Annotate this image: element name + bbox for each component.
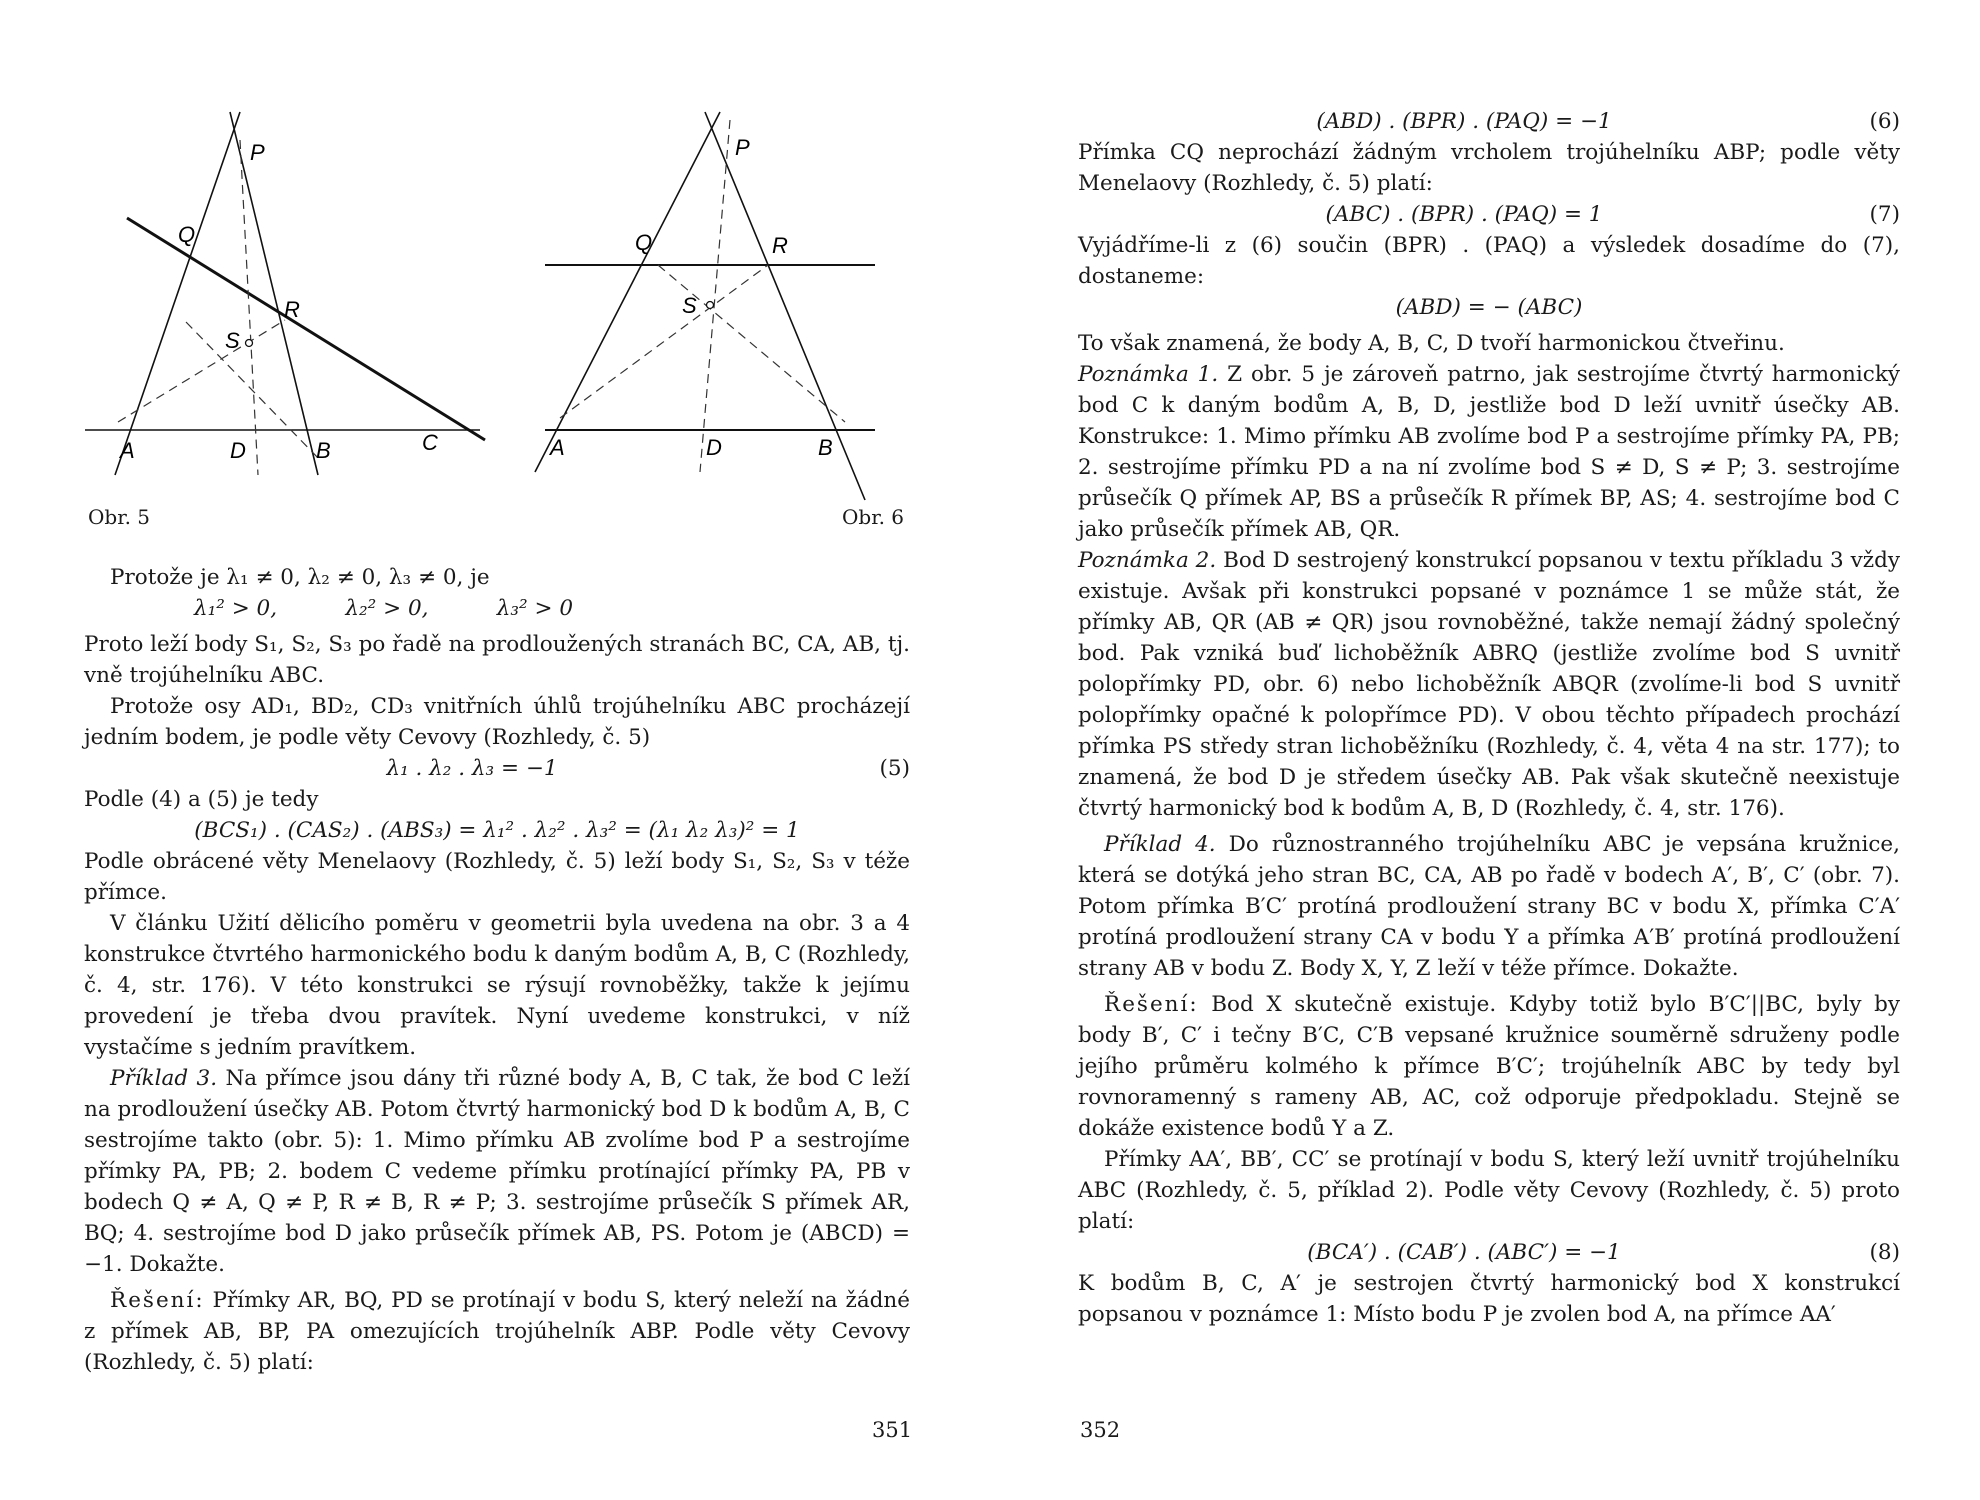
line-pb	[705, 112, 865, 500]
label-d: D	[706, 435, 722, 460]
line-pd	[700, 120, 730, 472]
line-pa	[535, 112, 720, 472]
label-q: Q	[635, 230, 653, 255]
paragraph-example-4	[1078, 829, 1900, 984]
paragraph-article: V článku Užití dělicího poměru v geometrii byla uvedena na obr. 3 a 4 konstrukce čtvrtého harmonického bodu k daným bodům A, B, C (Rozhledy, č. 4, str. 176). V této konstrukci se rýsují rovnoběžky, takže k jejímu provedení je třeba dvou pravítek. Nyní uvedeme konstrukci, v níž vystačíme s jedním pravítkem.	[84, 911, 910, 1060]
note-1-heading: Poznámka 1.	[1078, 362, 1219, 387]
equation-8-math: (BCA′) . (CAB′) . (ABC′) = −1	[1307, 1240, 1621, 1265]
example-4-heading: Příklad 4.	[1104, 832, 1216, 857]
label-s: S	[682, 293, 697, 318]
equation-7	[1078, 199, 1900, 230]
line-cq	[127, 218, 485, 440]
paragraph-by-4-and-5: Podle (4) a (5) je tedy	[84, 787, 319, 812]
line-pa	[115, 112, 240, 475]
figure-6-diagram	[520, 100, 920, 500]
equation-abd	[1078, 292, 1900, 323]
example-3-heading: Příklad 3.	[110, 1066, 218, 1091]
point-s	[707, 302, 714, 309]
left-text-column	[84, 562, 910, 1378]
note-2-heading: Poznámka 2.	[1078, 548, 1217, 573]
equation-5-number: (5)	[879, 756, 910, 781]
equation-squares	[84, 593, 910, 624]
label-d: D	[230, 438, 246, 463]
line-aq	[658, 265, 845, 422]
equation-6-number: (6)	[1869, 109, 1900, 134]
right-page	[990, 0, 1980, 1500]
paragraph-nonzero: Protože je λ₁ ≠ 0, λ₂ ≠ 0, λ₃ ≠ 0, je	[110, 565, 490, 590]
solution-text: Přímky AR, BQ, PD se protínají v bodu S, který neleží na žádné z přímek AB, BP, PA omezujících trojúhelník ABP. Podle věty Cevovy (Rozhledy, č. 5) platí:	[84, 1288, 910, 1375]
note-1-text: Z obr. 5 je zároveň patrno, jak sestrojíme čtvrtý harmonický bod C k daným bodům A, B, D, jestliže bod D leží uvnitř úsečky AB. Konstrukce: 1. Mimo přímku AB zvolíme bod P a sestrojíme přímky PA, PB; 2. sestrojíme přímku PD a na ní zvolíme bod S ≠ D, S ≠ P; 3. sestrojíme průsečík Q přímek AP, BS a průsečík R přímek BP, AS; 4. sestrojíme bod C jako průsečík přímek AB, QR.	[1078, 362, 1900, 542]
equation-bcs	[84, 815, 910, 846]
paragraph-last: K bodům B, C, A′ je sestrojen čtvrtý harmonický bod X konstrukcí popsanou v poznámce 1: Místo bodu P je zvolen bod A, na přímce AA′	[1078, 1271, 1900, 1327]
line-pb	[230, 112, 318, 475]
example-3-text: Na přímce jsou dány tři různé body A, B, C tak, že bod C leží na prodloužení úsečky AB. Potom čtvrtý harmonický bod D k bodům A, B, C sestrojíme takto (obr. 5): 1. Mimo přímku AB zvolíme bod P a sestrojíme přímky PA, PB; 2. bodem C vedeme přímku protínající přímky PA, PB v bodech Q ≠ A, Q ≠ P, R ≠ B, R ≠ P; 3. sestrojíme průsečík S přímek AR, BQ; 4. sestrojíme bod D jako průsečík přímek AB, PS. Potom je (ABCD) = −1. Dokažte.	[84, 1066, 910, 1277]
equation-8-number: (8)	[1869, 1240, 1900, 1265]
equation-8	[1078, 1237, 1900, 1268]
label-b: B	[316, 438, 331, 463]
paragraph-points-outside: Proto leží body S₁, S₂, S₃ po řadě na prodloužených stranách BC, CA, AB, tj. vně trojúhelníku ABC.	[84, 632, 910, 688]
label-a: A	[120, 438, 135, 463]
note-2-text: Bod D sestrojený konstrukcí popsanou v textu příkladu 3 vždy existuje. Avšak při konstrukci popsané v poznámce 1 se může stát, že přímky AB, QR (AB ≠ QR) jsou rovnoběžné, takže nemají žádný společný bod. Pak vzniká buď lichoběžník ABRQ (jestliže zvolíme bod S uvnitř polopřímky PD, obr. 6) nebo lichoběžník ABQR (zvolíme-li bod S uvnitř polopřímky opačné k polopřímce PD). V obou těchto případech prochází přímka PS středy stran lichoběžníku (Rozhledy, č. 4, věta 4 na str. 177); to znamená, že bod D je středem úsečky AB. Pak však skutečně neexistuje čtvrtý harmonický bod k bodům A, B, D (Rozhledy, č. 4, str. 176).	[1078, 548, 1900, 821]
page-number-right: 352	[1080, 1418, 1121, 1442]
figure-6	[520, 100, 920, 500]
equation-6-math: (ABD) . (BPR) . (PAQ) = −1	[1316, 109, 1612, 134]
equation-7-number: (7)	[1869, 202, 1900, 227]
paragraph-note-2	[1078, 545, 1900, 824]
page-number-left: 351	[872, 1418, 913, 1442]
label-q: Q	[178, 222, 196, 247]
equation-7-math: (ABC) . (BPR) . (PAQ) = 1	[1325, 202, 1603, 227]
figure-6-caption: Obr. 6	[842, 505, 905, 529]
label-c: C	[422, 430, 438, 455]
figure-5	[60, 100, 500, 490]
equation-bcs-math: (BCS₁) . (CAS₂) . (ABS₃) = λ₁² . λ₂² . λ₃² = (λ₁ λ₂ λ₃)² = 1	[194, 818, 800, 843]
paragraph-example-3	[84, 1063, 910, 1280]
label-p: P	[735, 135, 750, 160]
solution-4-text: Bod X skutečně existuje. Kdyby totiž bylo B′C′||BC, byly by body B′, C′ i tečny B′C, C′B vepsané kružnice souměrně sdruženy podle jejího průměru kolmého k přímce B′C′; trojúhelník ABC by tedy byl rovnoramenný s rameny AB, AC, což odporuje předpokladu. Stejně se dokáže existence bodů Y a Z.	[1078, 992, 1900, 1141]
paragraph-angle-bisectors: Protože osy AD₁, BD₂, CD₃ vnitřních úhlů trojúhelníku ABC procházejí jedním bodem, je podle věty Cevovy (Rozhledy, č. 5)	[84, 694, 910, 750]
paragraph-solution-4	[1078, 989, 1900, 1144]
example-4-text: Do různostranného trojúhelníku ABC je vepsána kružnice, která se dotýká jeho stran BC, CA, AB po řadě v bodech A′, B′, C′ (obr. 7). Potom přímka B′C′ protíná prodloužení strany BC v bodu X, přímka C′A′ protíná prodloužení strany CA v bodu Y a přímka A′B′ protíná prodloužení strany AB v bodu Z. Body X, Y, Z leží v téže přímce. Dokažte.	[1078, 832, 1900, 981]
line-ar	[118, 320, 285, 422]
paragraph-cevova: Přímky AA′, BB′, CC′ se protínají v bodu S, který leží uvnitř trojúhelníku ABC (Rozhledy, č. 5, příklad 2). Podle věty Cevovy (Rozhledy, č. 5) proto platí:	[1078, 1147, 1900, 1234]
label-p: P	[250, 140, 265, 165]
label-r: R	[772, 233, 788, 258]
paragraph-note-1	[1078, 359, 1900, 545]
figure-5-caption: Obr. 5	[88, 505, 151, 529]
equation-squares-math: λ₁² > 0, λ₂² > 0, λ₃² > 0	[194, 596, 574, 621]
label-r: R	[284, 297, 300, 322]
equation-abd-math: (ABD) = − (ABC)	[1395, 295, 1583, 320]
label-a: A	[550, 435, 565, 460]
point-s	[246, 340, 253, 347]
equation-5-math: λ₁ . λ₂ . λ₃ = −1	[386, 756, 558, 781]
paragraph-line-cq: Přímka CQ neprochází žádným vrcholem trojúhelníku ABP; podle věty Menelaovy (Rozhledy, č. 5) platí:	[1078, 140, 1900, 196]
label-s: S	[225, 328, 240, 353]
label-b: B	[818, 435, 833, 460]
figure-5-diagram	[60, 100, 500, 490]
line-ar	[560, 265, 768, 418]
paragraph-substitute: Vyjádříme-li z (6) součin (BPR) . (PAQ) a výsledek dosadíme do (7), dostaneme:	[1078, 233, 1900, 289]
equation-6	[1078, 106, 1900, 137]
paragraph-harmonic: To však znamená, že body A, B, C, D tvoří harmonickou čtveřinu.	[1078, 331, 1785, 356]
right-text-column	[1078, 106, 1900, 1330]
solution-4-heading: Řešení:	[1104, 992, 1199, 1017]
paragraph-solution	[84, 1285, 910, 1378]
equation-5	[84, 753, 910, 784]
solution-heading: Řešení:	[110, 1288, 205, 1313]
paragraph-menelaus: Podle obrácené věty Menelaovy (Rozhledy, č. 5) leží body S₁, S₂, S₃ v téže přímce.	[84, 849, 910, 905]
